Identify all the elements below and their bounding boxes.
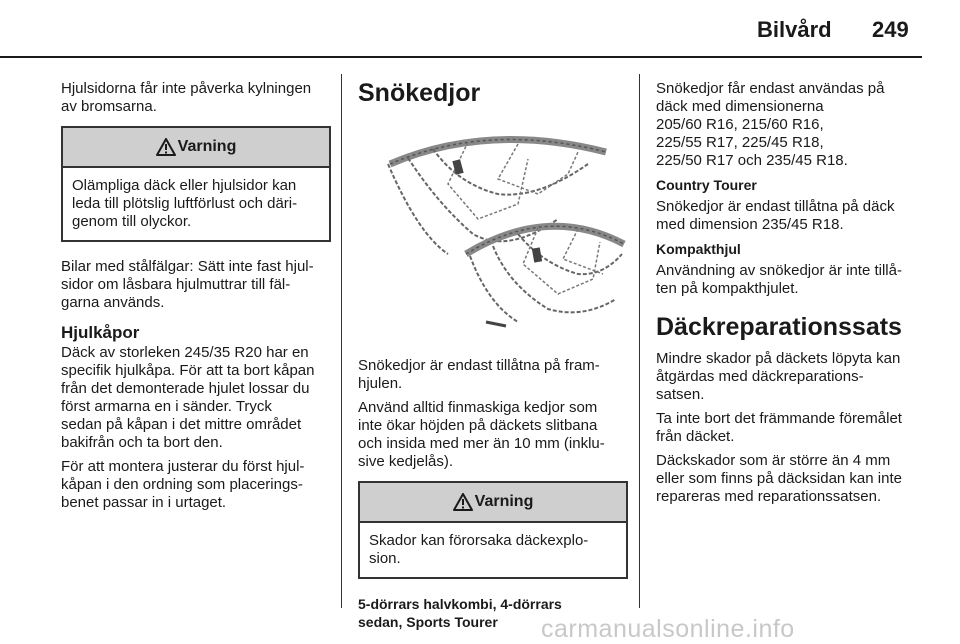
watermark: carmanualsonline.info	[541, 615, 795, 643]
section-title: Snökedjor	[358, 79, 481, 107]
warning-box	[61, 126, 331, 242]
snow-chains-illustration	[378, 124, 626, 334]
paragraph: Däckskador som är större än 4 mm eller som finns på däcksidan kan inte repareras med reparationssatsen.	[656, 452, 902, 505]
column-left	[61, 80, 331, 518]
paragraph: Snökedjor är endast tillåtna på däck med dimension 235/45 R18.	[656, 198, 895, 233]
column-divider-left	[341, 74, 342, 608]
warning-title: Varning	[177, 138, 237, 155]
warning-triangle-icon	[453, 493, 473, 511]
paragraph: För att montera justerar du först hjul- kåpan i den ordning som placerings- benet passar in i urtaget.	[61, 458, 305, 511]
column-divider-right	[639, 74, 640, 608]
warning-text: Skador kan förorsaka däckexplo- sion.	[369, 532, 589, 567]
header-title: Bilvård	[757, 17, 832, 42]
section-heading: Hjulkåpor	[61, 323, 140, 342]
paragraph: Ta inte bort det främmande föremålet från däcket.	[656, 410, 902, 445]
header-rule	[0, 56, 922, 58]
paragraph: Snökedjor får endast användas på däck med dimensionerna 205/60 R16, 215/60 R16, 225/55 R17, 225/45 R18, 225/50 R17 och 235/45 R18.	[656, 80, 885, 169]
column-right	[656, 80, 926, 512]
paragraph: Bilar med stålfälgar: Sätt inte fast hjul- sidor om låsbara hjulmuttrar till fäl- garna används.	[61, 258, 314, 311]
warning-box	[358, 481, 628, 579]
paragraph: Använd alltid finmaskiga kedjor som inte ökar höjden på däckets slitbana och insida med mer än 10 mm (inklu- sive kedjelås).	[358, 399, 605, 470]
section-title: Däckreparationssats	[656, 313, 902, 341]
column-middle	[358, 78, 628, 635]
warning-header	[360, 483, 626, 523]
paragraph: Hjulsidorna får inte påverka kylningen av bromsarna.	[61, 80, 312, 115]
paragraph: Användning av snökedjor är inte tillå- ten på kompakthjulet.	[656, 262, 902, 297]
subheading: Country Tourer	[656, 177, 757, 193]
warning-header	[63, 128, 329, 168]
warning-triangle-icon	[156, 138, 176, 156]
warning-text: Olämpliga däck eller hjulsidor kan leda till plötslig luftförlust och däri- genom till olyckor.	[72, 177, 298, 230]
paragraph: Mindre skador på däckets löpyta kan åtgärdas med däckreparations- satsen.	[656, 350, 901, 403]
page-number: 249	[872, 17, 909, 42]
warning-title: Varning	[474, 493, 534, 510]
paragraph: Däck av storleken 245/35 R20 har en specifik hjulkåpa. För att ta bort kåpan från det demonterade hjulet lossar du först armarna en i sänder. Tryck sedan på kåpan i det mittre området bakifrån och ta bort den.	[61, 344, 315, 451]
paragraph: Snökedjor är endast tillåtna på fram- hjulen.	[358, 357, 600, 392]
subheading: 5-dörrars halvkombi, 4-dörrars sedan, Sports Tourer	[358, 596, 562, 630]
subheading: Kompakthjul	[656, 241, 741, 257]
